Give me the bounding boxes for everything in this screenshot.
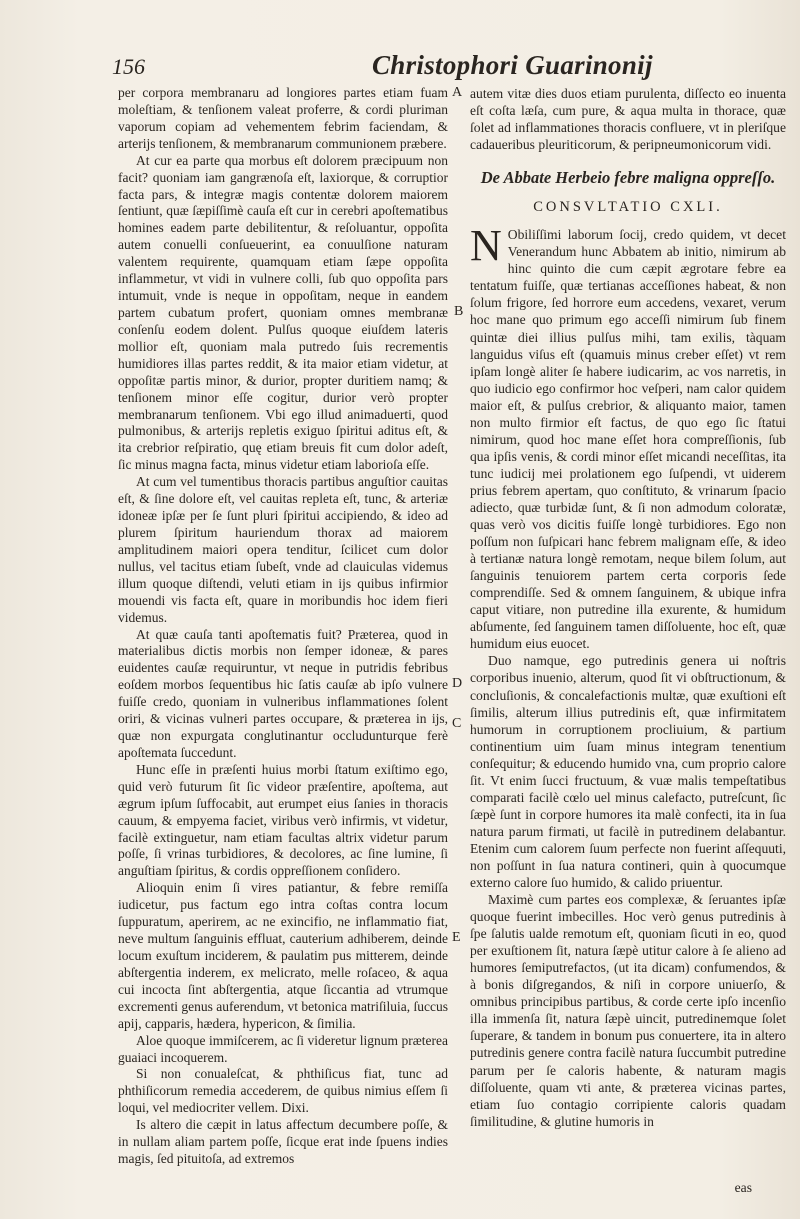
paragraph: Duo namque, ego putredinis genera ui noſtris corporibus inuenio, alterum, quod ſit vi obſtructionum, & concluſionis, & concalefactionis multæ, quæ exuſtioni eſt ſimilis, alterum illius putredinis eſt, quæ infirmitatem humorum in corruptionem procliuium, & partium continentium uim ſuam minus integram tenentium conſequitur; & educendo humido vna, cum proprio calore ſit. Vt enim ſucci fructuum, & vuæ malis tempeſtatibus comparati facilè cœlo uel minus calefacto, putreſcunt, ſic ſæpè ſunt in corpore humores ita malè confecti, ita in ſua natura parum firmati, ut facilè in putredinem delabantur. Etenim cum calorem ſuum perfecte non fuerint aſſequuti, non poſſunt in ſua natura contineri, quin à quocumque externo calore ſuo humido, & calido priuentur. xyxy=(470,653,786,891)
margin-letter-d: D xyxy=(452,676,463,691)
margin-letter-a: A xyxy=(452,85,463,100)
drop-cap: N xyxy=(470,221,502,271)
margin-letter-b: B xyxy=(454,304,464,319)
margin-letter-c: C xyxy=(452,716,462,731)
paragraph: Maximè cum partes eos complexæ, & ſeruantes ipſæ quoque fuerint imbecilles. Hoc verò genus putredinis à ſpe ſalutis ualde remotum eſt, quoniam ſicuti in eo, quod per exuſtionem ſit, natura ſæpè utitur calore à ſe alieno ad humores ſemiputrefactos, (ut ita dicam) confumendos, & à bonis diſgregandos, & niſi in corpore uniuerſo, & omnibus principibus partibus, & corde certe ipſo incenſio illa immenſa ſit, natura ſæpè uincit, putredinemque ſolet ſuperare, & tandem in bonum pus conuertere, ita in altero putredinis genere contra facilè natura ſuccumbit putredine parum per ſe caloris habente, & naturam magis diſſoluente, quam vti ante, & præterea vicinas partes, etiam ſuo contagio corripiente caloris quadam ſimilitudine, & glutine humoris in xyxy=(470,892,786,1129)
page-number: 156 xyxy=(112,54,145,79)
paragraph xyxy=(470,221,786,652)
paragraph: per corpora membranaru ad longiores partes etiam fuam moleſtiam, & tenſionem valeat proferre, & cordi pluriman vaporum copiam ad vehementem febrim faciendam, & arterijs tenſionem, & membranarum communionem præbere. xyxy=(118,85,448,151)
paragraph: At quæ cauſa tanti apoſtematis fuit? Præterea, quod in materialibus dictis morbis non ſemper idoneæ, & pares euidentes cauſæ requiruntur, vt neque in putridis febribus eoſdem morbos ſequentibus hic ſatis cauſæ ab ipſo vulnere fuiſſe credo, quoniam in vulneribus inflammationes ſolent oriri, & vicinas vulneri partes occupare, & præterea in ijs, quæ non expurgata conglutinantur occludunturque ferè apoſtemata ſuccedunt. xyxy=(118,626,448,760)
margin-letter-e: E xyxy=(452,930,461,945)
consultatio-heading: CONSVLTATIO CXLI. xyxy=(533,199,723,216)
paragraph: Is altero die cæpit in latus affectum decumbere poſſe, & in nullam aliam partem poſſe, ſicque erat inde ſpuens indies magis, ſed pituitoſa, ad extremos xyxy=(118,1117,448,1167)
paragraph: At cum vel tumentibus thoracis partibus anguſtior cauitas eſt, & ſine dolore eſt, vel cauitas repleta eſt, tunc, & arteriæ idoneæ ipſæ per ſe ſunt pluri ſpiritui accipiendo, & ideo ad plurem ſpiritum hauriendum thorax ad maiorem amplitudinem maiori opera tenditur, ſcilicet cum dolor nullus, vel tacitus etiam ſubeſt, vnde ad clauiculas videmus illum quoque diſtendi, veluti etiam in ijs quibus infirmior mouendi vis facta eſt, quare in moribundis hoc idem fieri videmus. xyxy=(118,474,448,625)
paragraph: autem vitæ dies duos etiam purulenta, diſſecto eo inuenta eſt coſta læſa, cum pure, & aqua multa in thorace, quæ ſolet ad inflammationes thoracis confluere, vt in pleriſque cadaueribus pleuriticorum, & peripneumonicorum vidi. xyxy=(470,86,786,153)
left-column xyxy=(118,85,448,1168)
right-column xyxy=(470,85,786,1130)
page-header xyxy=(112,50,792,86)
paragraph-text: Obiliſſimi laborum ſocij, credo quidem, vt decet Venerandum hunc Abbatem ab initio, nimirum ab hinc quinto die cum cæpit ægrotare febre ea tentatum fuiſſe, quæ tertianas acceſſiones habeat, & non ſolum frigore, ſed horrore eum accedens, vexaret, verum hoc mane quo primum ego acceſſi nimirum ſub finem quintæ diei illius pulſus mihi, tam exilis, tàquam languidus viſus eſt (quamuis minus creber eſſet) vt rem ipſam longè aliter ſe habere iudicarim, ac vos narretis, in quo iudicio ego confirmor hoc veſperi, nam calor quidem maior eſt, & pulſus crebrior, & aliquanto maior, tamen non multo firmior eſt factus, de quo ego ſic ſtatui nimirum, quod hoc mane eſſet hora compreſſionis, ſub qua ipſis venis, & cordi minor eſſet micandi neceſſitas, ita tunc iudicij mei prolationem ego ſuſpendi, vt uiderem prius febrem apertam, quo conſtituto, & vrinarum ſpacio adiecto, quæ turbidæ ſunt, & ſi non admodum coloratæ, quas verò vos dicitis fuiſſe longè turbidiores. Ego non poſſum non ſuſpicari hanc febrem malignam eſſe, & ideo à tertianæ natura longè remotam, neque bilem ſolum, aut ſanguinis tenuiorem partem certa corporis ſede comprendiſſe. Sed & omnem ſanguinem, & ubique infra caput vitiare, non putredine illa exurente, & humidum abſumente, ſed ſanguinem tamen diſſoluente, hoc eſt, quæ humidum eius euocet. xyxy=(470,227,786,652)
paragraph: Aloe quoque immiſcerem, ac ſi videretur lignum præterea guaiaci incoquerem. xyxy=(118,1032,448,1065)
running-head: Christophori Guarinonij xyxy=(372,50,653,80)
paragraph: At cur ea parte qua morbus eſt dolorem præcipuum non facit? quoniam iam gangrænoſa eſt, laxiorque, & corruptior facta pars, & integræ magis contentæ dolorem maiorem ſentiunt, quæ ſæpiſſimè cauſa eſt cur in cerebri apoſtematibus homines eadem parte debilitentur, & reſoluantur, oppoſita autem conuelli conſueuerint, ea conuulſione naturam valentem requirente, quamquam etiam ſæpe oppoſita inflammetur, vt vidi in vulnere colli, ſub quo oppoſita pars intumuit, vnde is neque in oppoſitam, neque in eandem partem cubatum profert, quoniam omnes membranæ conſenſu eodem dolent. Pulſus quoque eiuſdem lateris mollior eſt, quoniam mala putredo ſuis recrementis humidiores illas partes reddit, & ita maior etiam videtur, at oppoſitæ partis minor, & durior, propter duritiem namq; & tenſionem minor eſſe cogitur, durior verò propter membranarum tenſionem. Vbi ego illud animaduerti, quod pulmonibus, & arterijs repletis exiguo ſpiritui aditus eſt, & ita crebrior reſpiratio, quę etiam breuis fit cum dolor adeſt, ſic minus magna facta, minus videtur etiam laborioſa eſſe. xyxy=(118,152,448,473)
paragraph: Si non conualeſcat, & phthiſicus fiat, tunc ad phthiſicorum remedia accederem, de quibus nimius eſſem ſi loqui, vel mediocriter vellem. Dixi. xyxy=(118,1066,448,1116)
section-title: De Abbate Herbeio febre maligna oppreſſo. xyxy=(480,168,776,188)
paragraph: Hunc eſſe in præſenti huius morbi ſtatum exiſtimo ego, quid verò futurum ſit ſic videor præſentire, apoſtema, aut ægrum ipſum ſuffocabit, aut erumpet eius ſanies in thoracis cauum, & empyema faciet, viribus verò infirmis, vt videtur, facilè extinguetur, nam etiam facultas altrix videtur parum poſſe, ſi vrinas turbidiores, & decolores, ac ſine lumine, ſi anguſtiam ſpiritus, & cordis oppreſſionem conſidero. xyxy=(118,761,448,879)
catchword: eas xyxy=(734,1180,752,1195)
paragraph: Alioquin enim ſi vires patiantur, & febre remiſſa iudicetur, pus factum ego intra coſtas contra locum ſuppuratum, aperirem, ac ne exincifio, ne inflammatio fiat, neve multum ſanguinis effluat, cauterium adhiberem, deinde locum exuſtum inciderem, & paulatim pus mitterem, deinde abſtergentia inderem, ex melicrato, melle roſaceo, & aqua cui incocta ſint abſtergentia, atque ſiccantia ad vtrumque excrementi genus auferendum, vt betonica matriſiluia, ſuccus apij, capparis, hædera, hypericon, & ſimilia. xyxy=(118,880,448,1031)
